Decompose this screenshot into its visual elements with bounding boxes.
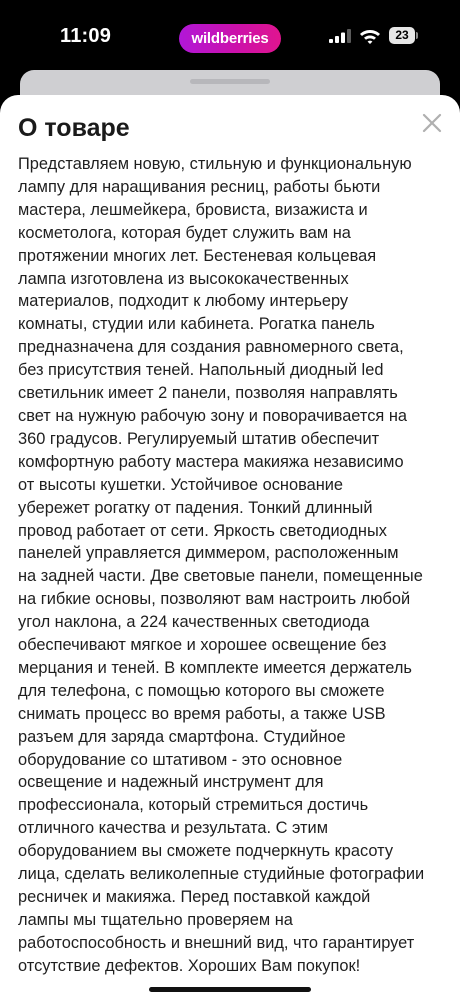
home-indicator[interactable] — [149, 987, 311, 992]
status-bar — [0, 0, 460, 70]
battery-level: 23 — [389, 27, 415, 44]
sheet-handle — [190, 79, 270, 84]
product-description-sheet — [0, 95, 460, 1000]
status-time: 11:09 — [60, 25, 112, 47]
sheet-title: О товаре — [18, 114, 130, 142]
brand-pill[interactable]: wildberries — [179, 24, 281, 53]
close-button[interactable] — [418, 109, 446, 137]
battery-tip — [416, 32, 418, 39]
close-icon — [418, 109, 446, 137]
product-description-text: Представляем новую, стильную и функциональную лампу для наращивания ресниц, работы бьюти мастера, лешмейкера, бровиста, визажиста и косметолога, которая будет служить вам на протяжении многих лет. Бестеневая кольцевая лампа изготовлена из высококачественных материалов, подходит к любому интерьеру комнаты, студии или кабинета. Рогатка панель предназначена для создания равномерного света, без присутствия теней. Напольный диодный led светильник имеет 2 панели, позволяя направлять свет на нужную рабочую зону и поворачивается на 360 градусов. Регулируемый штатив обеспечит комфортную работу мастера макияжа независимо от высоты кушетки. Устойчивое основание убережет рогатку от падения. Тонкий длинный провод работает от сети. Яркость светодиодных панелей управляется диммером, расположенным на задней части. Две световые панели, помещенные на гибкие основы, позволяют вам настроить любой угол наклона, а 224 качественных светодиода обеспечивают мягкое и хорошее освещение без мерцания и теней. В комплекте имеется держатель для телефона, с помощью которого вы сможете снимать процесс во время работы, а также USB разъем для заряда смартфона. Студийное оборудование со штативом - это основное освещение и надежный инструмент для профессионала, который стремиться достичь отличного качества и результата. С этим оборудованием вы сможете подчеркнуть красоту лица, сделать великолепные студийные фотографии ресничек и макияжа. Перед поставкой каждой лампы мы тщательно проверяем на работоспособность и внешний вид, что гарантирует отсутствие дефектов. Хороших Вам покупок! — [18, 155, 425, 975]
battery-icon — [389, 27, 419, 44]
wifi-icon — [359, 27, 381, 44]
cellular-signal-icon — [329, 29, 351, 43]
